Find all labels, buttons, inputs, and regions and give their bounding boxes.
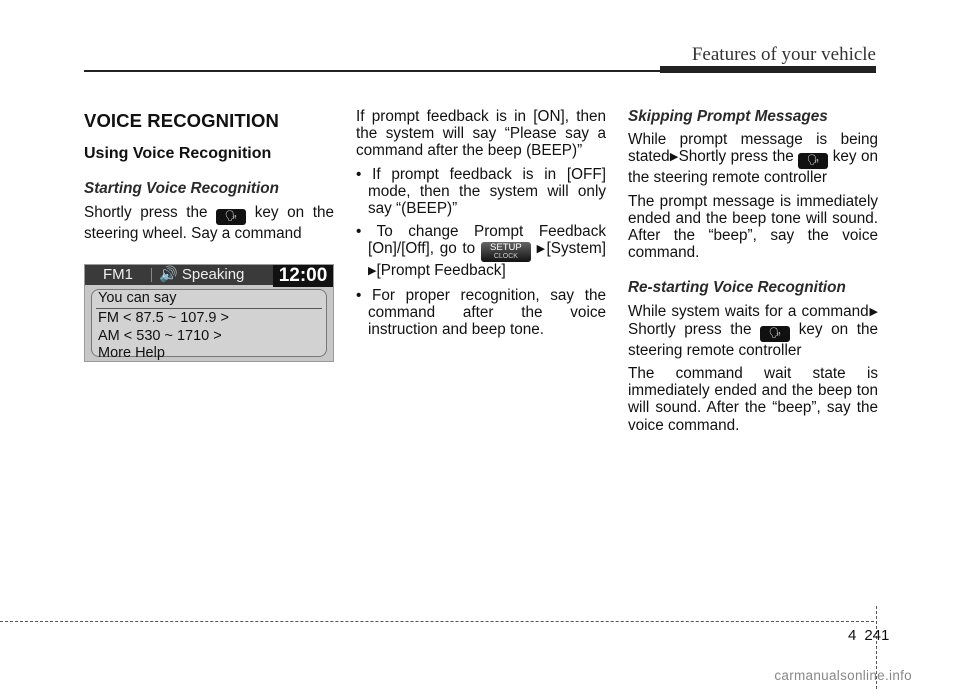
clock-display: 12:00 — [273, 265, 333, 287]
watermark[interactable]: carmanualsonline.info — [774, 668, 912, 683]
bullet-3: • For proper recognition, say the command after the voice instruction and beep tone. — [356, 286, 606, 339]
text: If prompt feedback is in [OFF] mode, then the system will only say “(BEEP)” — [368, 165, 606, 218]
paragraph-intro: If prompt feedback is in [ON], then the system will say “Please say a command after the beep (BEEP)” — [356, 108, 606, 160]
panel-line-1: You can say — [98, 290, 177, 306]
subsection-title: Using Voice Recognition — [84, 145, 272, 163]
panel-line-2: FM < 87.5 ~ 107.9 > — [98, 310, 229, 326]
voice-prompt-panel — [91, 289, 327, 361]
arrow-right-icon: ▶ — [368, 265, 377, 278]
column-1 — [84, 108, 334, 248]
section-title: VOICE RECOGNITION — [84, 110, 279, 131]
heading-restarting: Re-starting Voice Recognition — [628, 279, 846, 297]
text: Shortly press the — [84, 203, 208, 221]
text: While prompt message is being stated — [628, 131, 878, 166]
bullet-2: • To change Prompt Feedback [On]/[Off], go to SETUP CLOCK ▶[System] ▶[Prompt Feedback] — [356, 223, 606, 280]
text: To change Prompt Feedback [On]/[Off], go to — [368, 223, 606, 258]
text: While system waits for a command — [628, 302, 869, 320]
divider — [96, 308, 322, 309]
footer-rule — [0, 621, 874, 622]
text: key on the steering remote controller — [628, 320, 879, 359]
text: Shortly press the — [678, 148, 794, 166]
talk-key-icon: 🗣 — [798, 153, 828, 169]
chapter-number: 4 — [848, 627, 857, 644]
text: Shortly press the — [628, 320, 752, 338]
speaking-status: 🔊 Speaking — [159, 266, 245, 283]
heading-skipping: Skipping Prompt Messages — [628, 108, 828, 125]
paragraph-skipping — [628, 131, 878, 186]
text: key on the steering wheel. Say a command — [84, 203, 335, 242]
text: key on the steering remote controller — [628, 148, 879, 187]
heading-starting-voice: Starting Voice Recognition — [84, 180, 279, 198]
page-number — [848, 627, 889, 644]
paragraph-starting — [84, 204, 334, 242]
bullet-1: • If prompt feedback is in [OFF] mode, then the system will only say “(BEEP)” — [356, 165, 606, 218]
text: [System] — [546, 240, 606, 258]
page-index: 241 — [864, 627, 890, 644]
divider — [151, 268, 152, 282]
text: [Prompt Feedback] — [376, 262, 506, 280]
text: For proper recognition, say the command after the voice instruction and beep tone. — [368, 286, 606, 339]
setup-clock-key-icon: SETUP CLOCK — [481, 242, 531, 262]
header-rule-thick — [660, 66, 876, 73]
paragraph-skip-result: The prompt message is immediately ended and the beep tone will sound. After the “beep”, say the voice command. — [628, 192, 878, 262]
paragraph-restart-result: The command wait state is immediately ended and the beep ton will sound. After the “beep”, say the voice command. — [628, 365, 878, 434]
header-rule-thin — [84, 70, 662, 72]
column-3 — [628, 108, 878, 440]
radio-display-screen — [84, 264, 334, 362]
panel-line-3: AM < 530 ~ 1710 > — [98, 328, 222, 344]
arrow-right-icon: ▶ — [669, 151, 679, 164]
column-2 — [356, 108, 606, 344]
paragraph-restarting — [628, 303, 878, 359]
page-header-title: Features of your vehicle — [691, 44, 876, 65]
arrow-right-icon: ▶ — [868, 305, 878, 318]
band-label: FM1 — [103, 266, 133, 283]
panel-line-4: More Help — [98, 345, 165, 361]
talk-key-icon: 🗣 — [760, 326, 790, 342]
talk-key-icon: 🗣 — [216, 209, 246, 225]
arrow-right-icon: ▶ — [536, 243, 547, 256]
